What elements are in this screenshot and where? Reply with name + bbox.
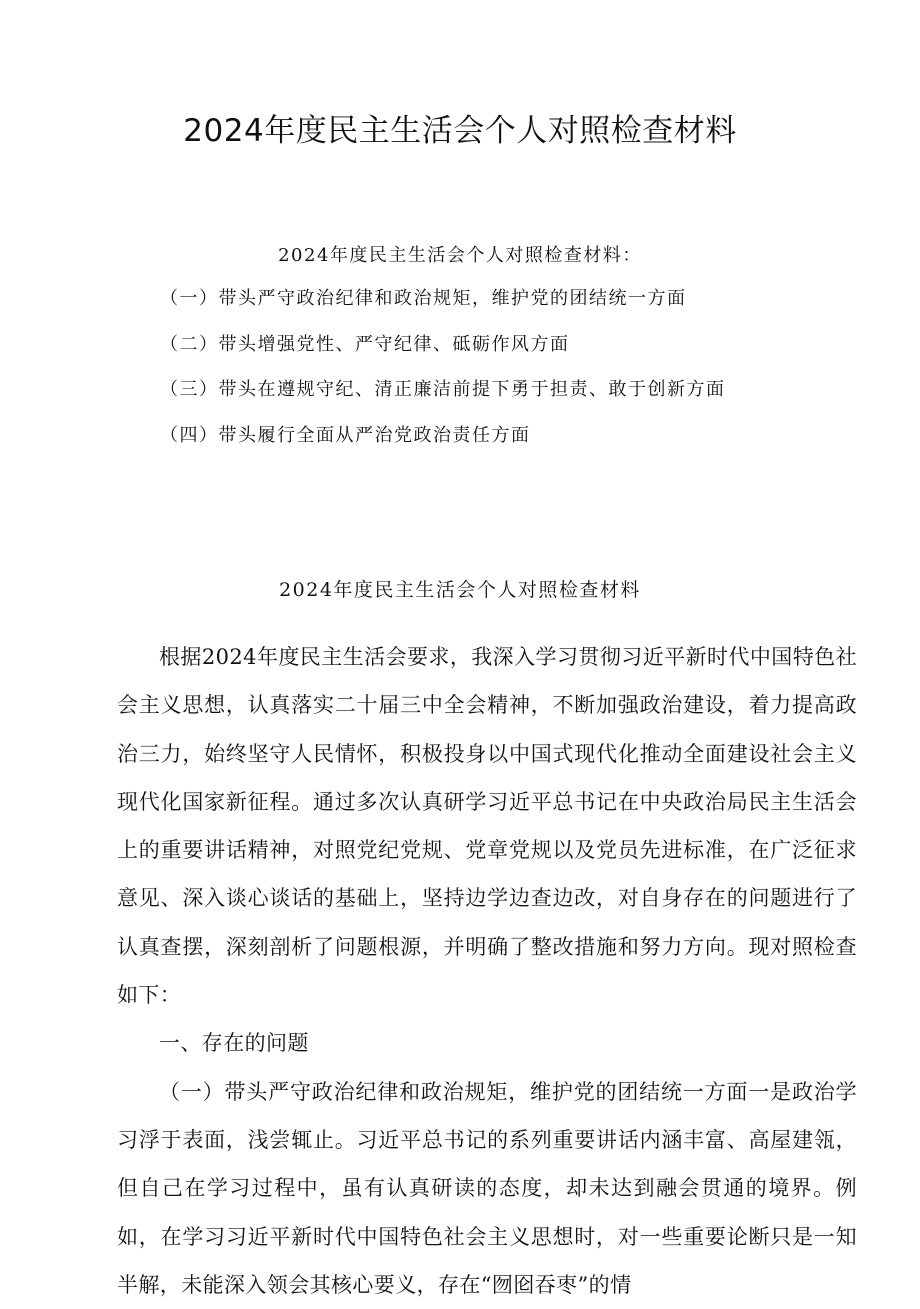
toc-item-3: （三）带头在遵规守纪、清正廉洁前提下勇于担责、敢于创新方面 [160,379,726,400]
intro-paragraph: 根据2024年度民主生活会要求，我深入学习贯彻习近平新时代中国特色社会主义思想，认真落实二十届三中全会精神，不断加强政治建设，着力提高政治三力，始终坚守人民情怀，积极投身以中国式现代化推动全面建设社会主义现代化国家新征程。通过多次认真研学习近平总书记在中央政治局民主生活会上的重要讲话精神，对照党纪党规、党章党规以及党员先进标准，在广泛征求意见、深入谈心谈话的基础上，坚持边学边查边改，对自身存在的问题进行了认真查摆，深刻剖析了问题根源，并明确了整改措施和努力方向。现对照检查如下： [117,645,857,1008]
toc-item-4: （四）带头履行全面从严治党政治责任方面 [160,424,531,446]
body-text [117,633,857,1309]
section-heading-problems: 一、存在的问题 [159,1031,309,1056]
section-title: 2024年度民主生活会个人对照检查材料 [279,579,641,601]
toc-item-1: （一）带头严守政治纪律和政治规矩，维护党的团结统一方面 [160,288,687,309]
toc-heading: 2024年度民主生活会个人对照检查材料： [278,245,642,266]
document-main-title: 2024年度民主生活会个人对照检查材料 [183,113,737,149]
problem-paragraph-1: （一）带头严守政治纪律和政治规矩，维护党的团结统一方面一是政治学习浮于表面，浅尝辄止。习近平总书记的系列重要讲话内涵丰富、高屋建瓴，但自己在学习过程中，虽有认真研读的态度，却未达到融会贯通的境界。例如，在学习习近平新时代中国特色社会主义思想时，对一些重要论断只是一知半解，未能深入领会其核心要义，存在“囫囵吞枣”的情 [117,1079,857,1297]
toc-list [160,285,726,467]
toc-item-2: （二）带头增强党性、严守纪律、砥砺作风方面 [160,333,570,355]
